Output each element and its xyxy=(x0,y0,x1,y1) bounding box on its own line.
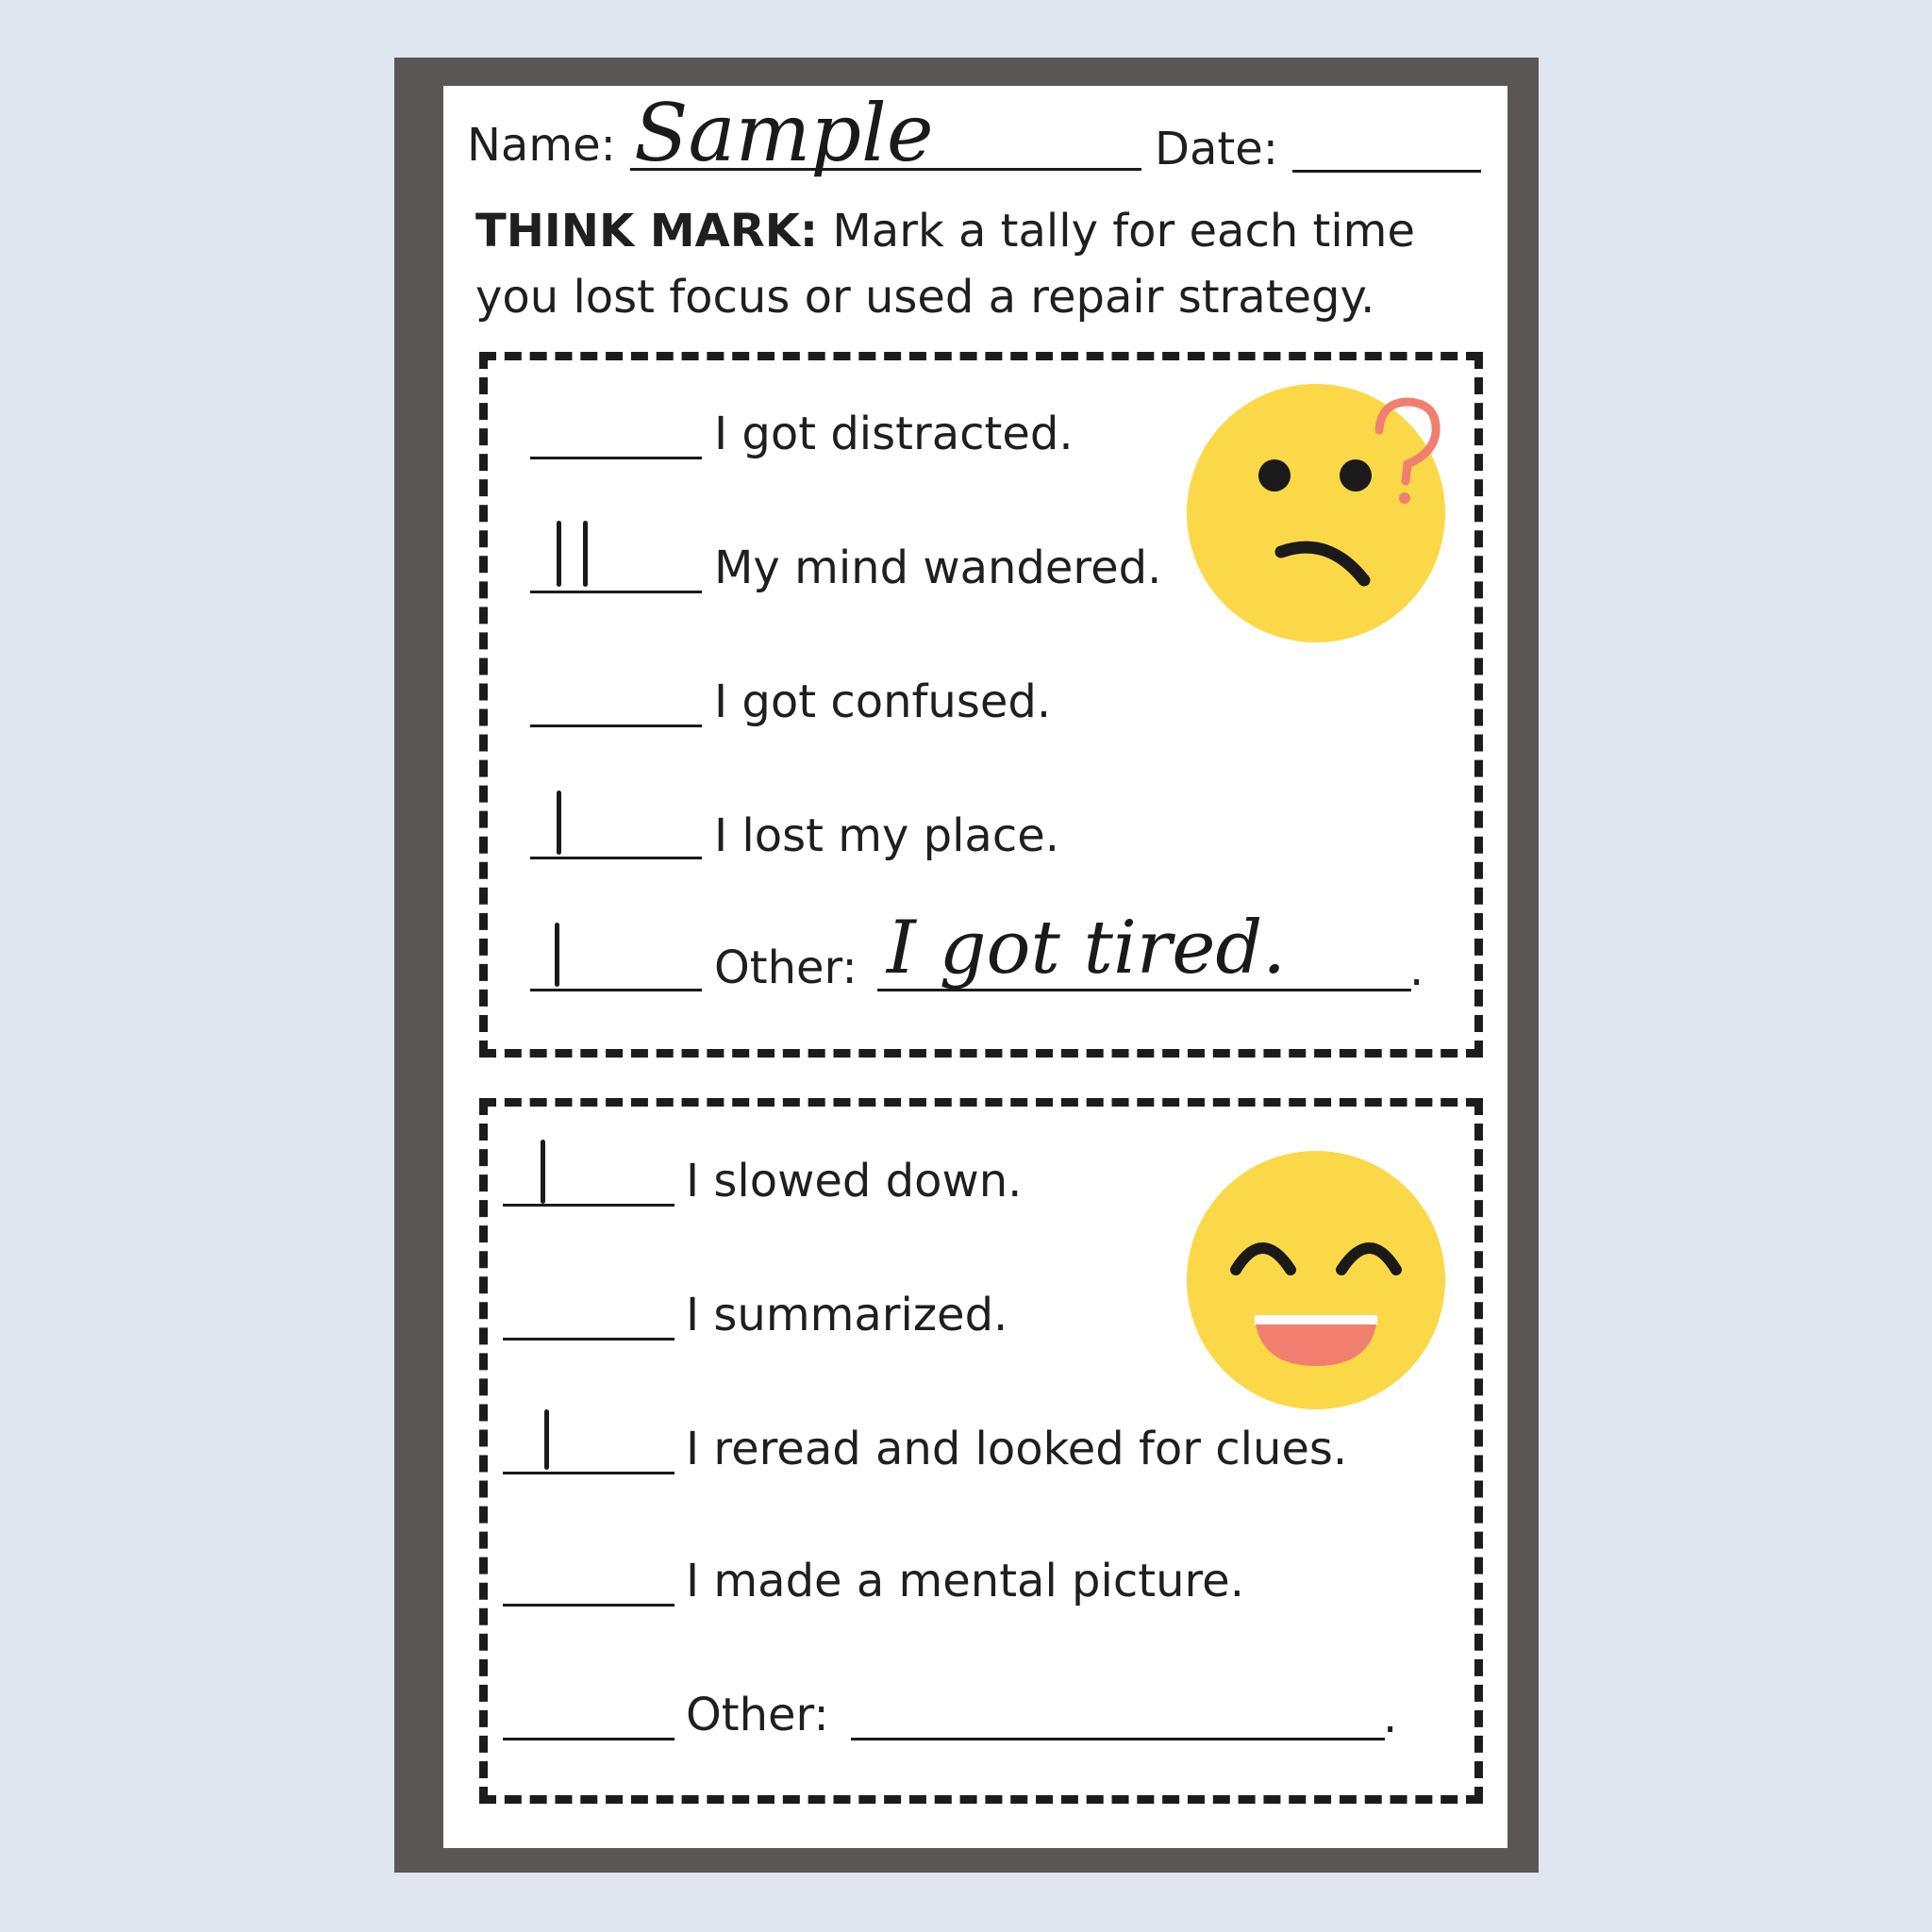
tally-line xyxy=(530,989,702,991)
repair-item-label: I summarized. xyxy=(686,1289,1008,1341)
tally-mark xyxy=(557,791,561,855)
focus-other-label: Other: xyxy=(714,941,858,994)
tally-line xyxy=(530,457,702,459)
tally-line xyxy=(503,1738,675,1740)
tally-line xyxy=(530,591,702,593)
repair-item-label: I reread and looked for clues. xyxy=(686,1423,1348,1475)
tally-line xyxy=(530,857,702,859)
focus-item-label: I got distracted. xyxy=(714,408,1074,460)
instruction-line-2: you lost focus or used a repair strategy. xyxy=(475,271,1375,324)
tally-line xyxy=(503,1204,675,1207)
tally-line xyxy=(530,724,702,727)
focus-item-label: I lost my place. xyxy=(714,809,1060,862)
name-line xyxy=(630,168,1141,171)
repair-item-label: I made a mental picture. xyxy=(686,1555,1244,1607)
repair-item-label: I slowed down. xyxy=(686,1155,1023,1208)
tally-line xyxy=(503,1604,675,1607)
instructions xyxy=(475,198,1415,264)
tally-mark xyxy=(583,521,588,587)
date-line xyxy=(1292,170,1481,173)
focus-other-value: I got tired. xyxy=(887,906,1287,991)
tally-mark xyxy=(544,1409,549,1470)
other-line xyxy=(877,989,1411,991)
tally-mark xyxy=(541,1140,545,1204)
tally-mark xyxy=(555,923,559,987)
tally-line xyxy=(503,1338,675,1341)
smile-face-features xyxy=(1187,1151,1445,1409)
instruction-line-1: Mark a tally for each time xyxy=(832,205,1415,258)
other-period: . xyxy=(1409,943,1424,996)
other-period: . xyxy=(1383,1690,1398,1743)
instruction-title: THINK MARK: xyxy=(475,205,819,258)
focus-item-label: My mind wandered. xyxy=(714,541,1162,594)
focus-item-label: I got confused. xyxy=(714,675,1052,728)
other-line xyxy=(851,1738,1385,1740)
name-label: Name: xyxy=(467,119,616,172)
date-label: Date: xyxy=(1155,123,1278,175)
smiling-face-emoji xyxy=(1187,1151,1445,1409)
tally-mark xyxy=(557,521,561,587)
name-value: Sample xyxy=(634,87,934,179)
question-mark-icon xyxy=(1366,394,1451,508)
repair-other-label: Other: xyxy=(686,1689,829,1741)
tally-line xyxy=(503,1472,675,1474)
